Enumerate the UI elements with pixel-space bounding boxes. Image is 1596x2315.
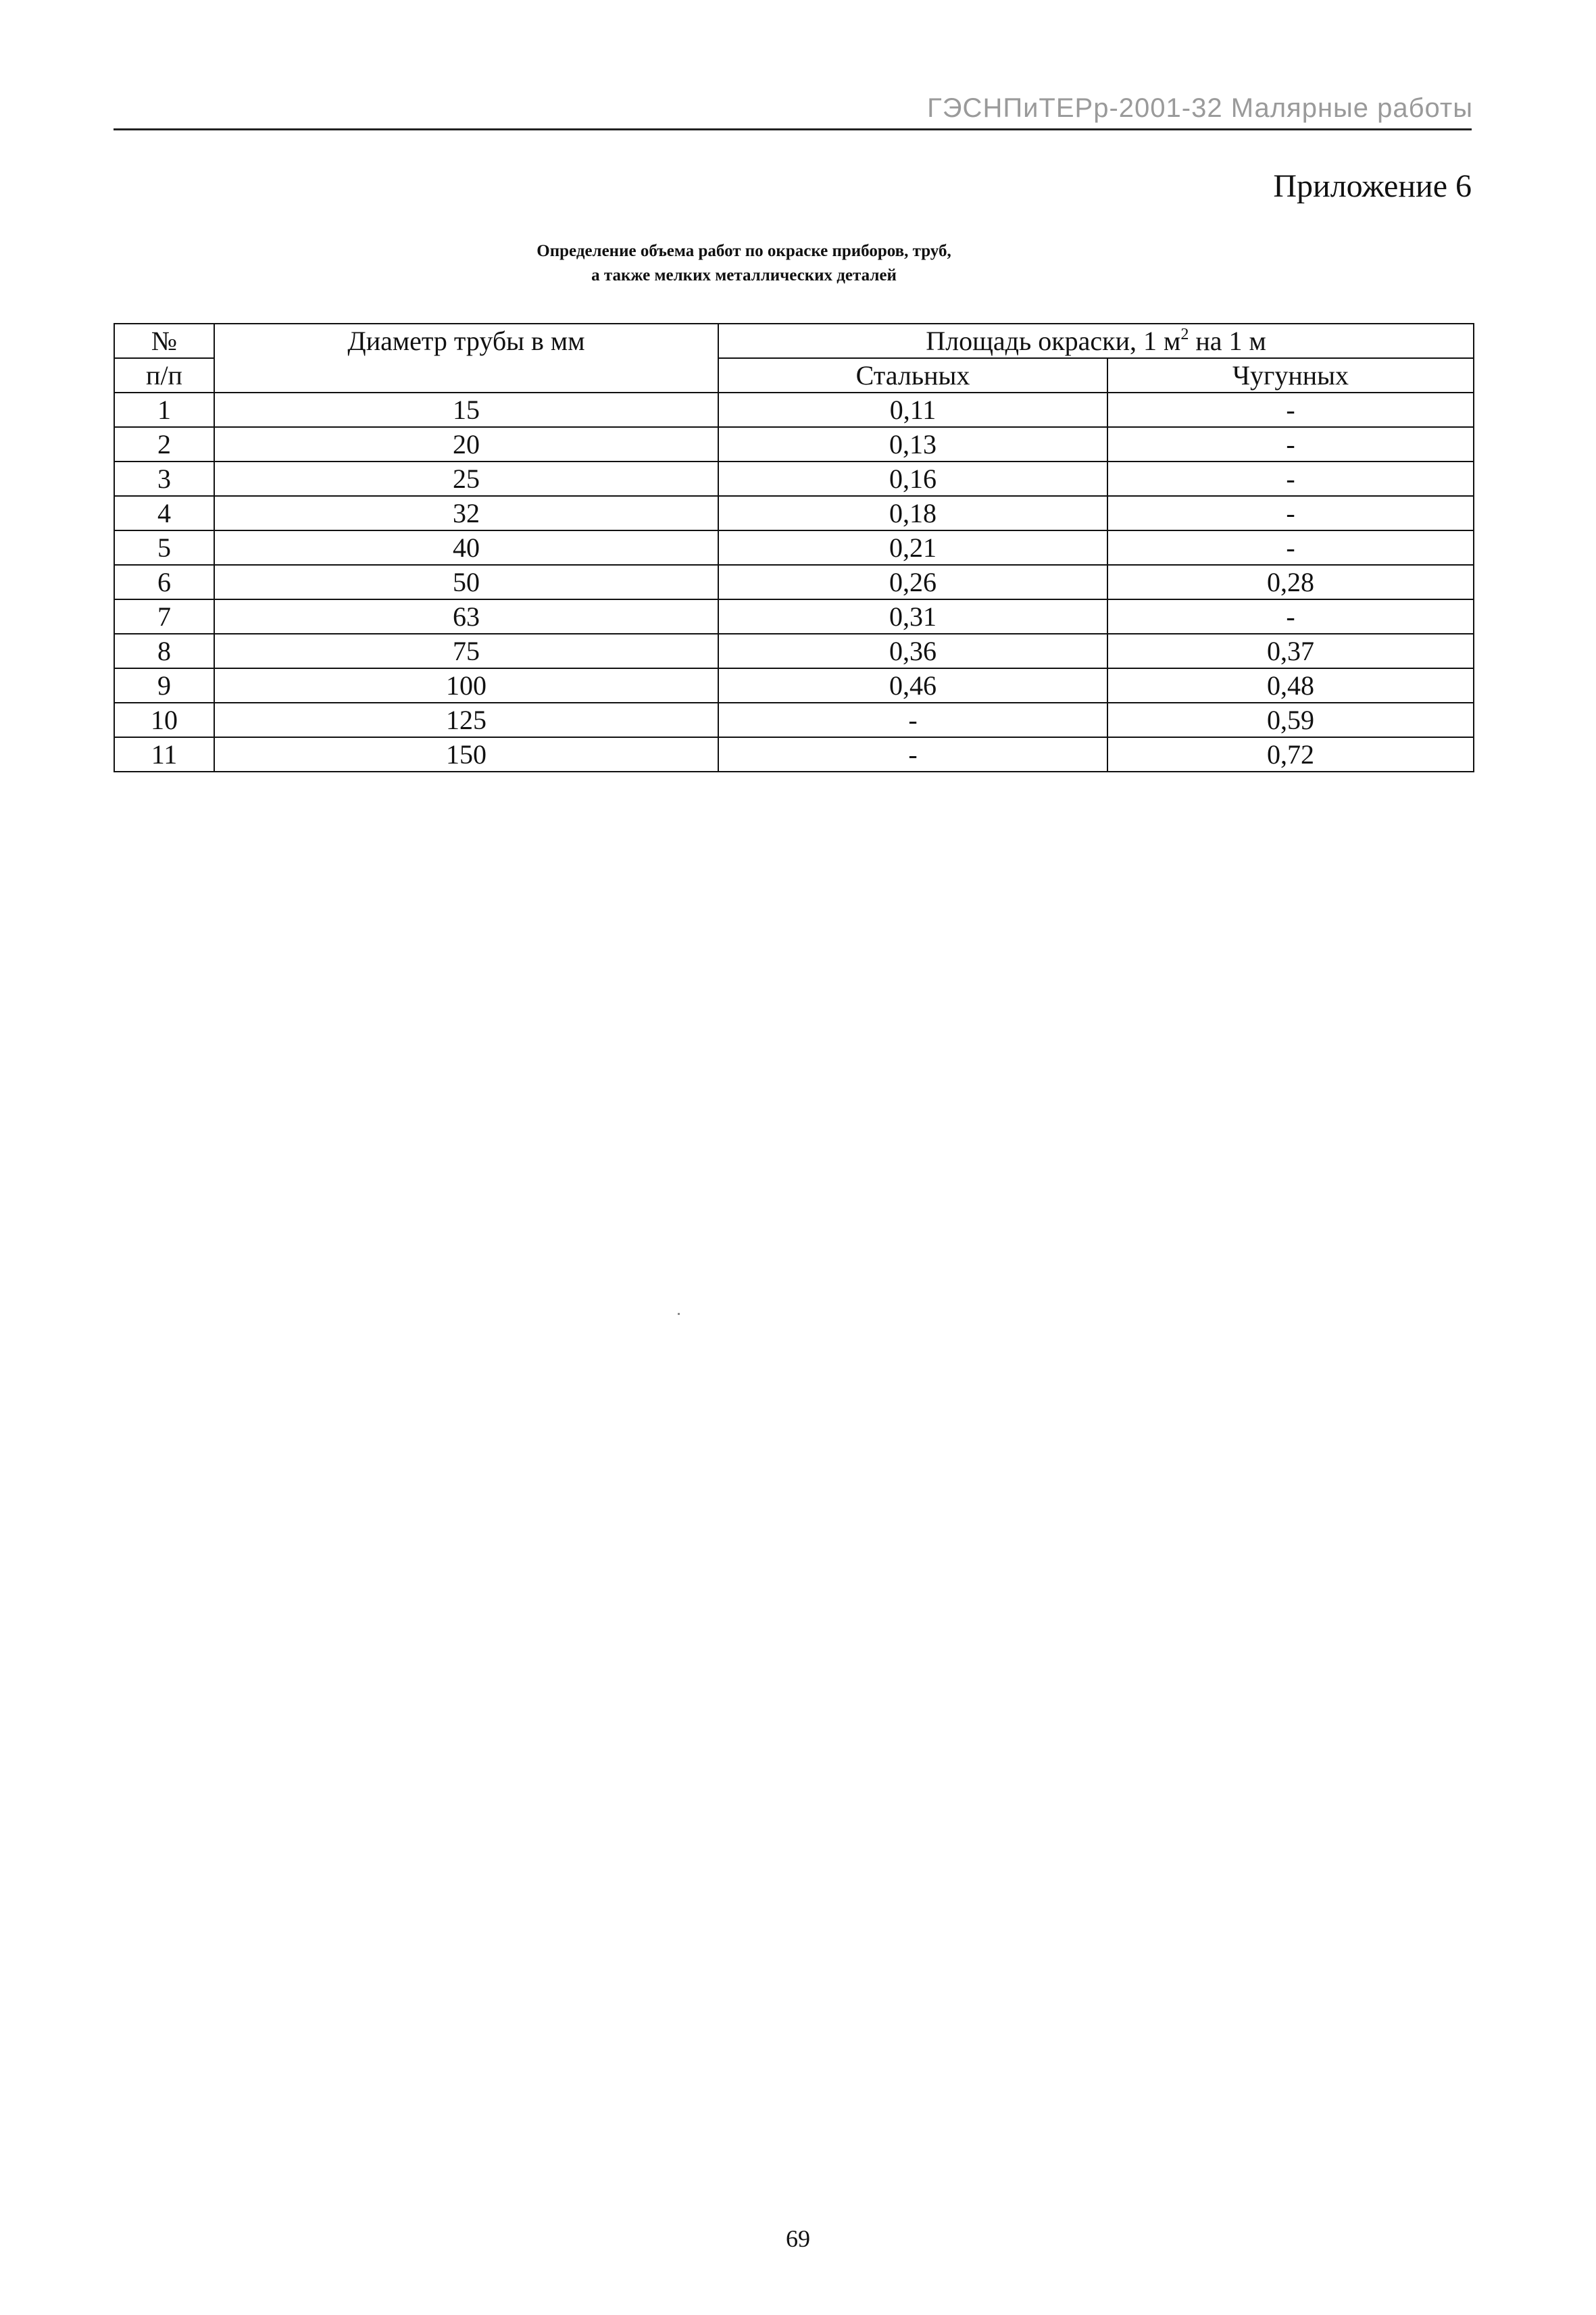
cell-row-number: 9 — [114, 668, 214, 703]
cell-steel-area: 0,13 — [718, 427, 1107, 462]
cell-row-number: 11 — [114, 737, 214, 772]
cell-steel-area: 0,21 — [718, 530, 1107, 565]
document-title-line-2: а также мелких металлических деталей — [591, 266, 897, 284]
header-steel: Стальных — [718, 358, 1107, 393]
cell-row-number: 8 — [114, 634, 214, 668]
cell-diameter: 125 — [214, 703, 718, 737]
cell-diameter: 25 — [214, 462, 718, 496]
cell-row-number: 3 — [114, 462, 214, 496]
cell-steel-area: 0,18 — [718, 496, 1107, 530]
table-row — [114, 496, 1474, 530]
document-title — [0, 239, 1596, 288]
header-area-suffix: на 1 м — [1189, 326, 1266, 356]
header-diameter — [214, 324, 718, 393]
cell-steel-area: 0,36 — [718, 634, 1107, 668]
cell-cast-iron-area: 0,72 — [1107, 737, 1474, 772]
cell-diameter: 63 — [214, 599, 718, 634]
cell-diameter: 15 — [214, 393, 718, 427]
cell-steel-area: - — [718, 737, 1107, 772]
cell-cast-iron-area: 0,59 — [1107, 703, 1474, 737]
header-paint-area — [718, 324, 1474, 358]
running-header: ГЭСНПиТЕРр-2001-32 Малярные работы — [927, 93, 1473, 123]
cell-diameter: 100 — [214, 668, 718, 703]
table-header-row-1 — [114, 324, 1474, 358]
cell-diameter: 50 — [214, 565, 718, 599]
header-no-line-1: № — [114, 324, 214, 358]
appendix-label: Приложение 6 — [1273, 168, 1472, 204]
header-diameter-label: Диаметр трубы в мм — [347, 326, 585, 356]
table-row — [114, 565, 1474, 599]
cell-row-number: 2 — [114, 427, 214, 462]
cell-row-number: 5 — [114, 530, 214, 565]
table-row — [114, 668, 1474, 703]
cell-row-number: 10 — [114, 703, 214, 737]
table-row — [114, 599, 1474, 634]
cell-cast-iron-area: - — [1107, 599, 1474, 634]
cell-steel-area: 0,16 — [718, 462, 1107, 496]
header-area-prefix: Площадь окраски, 1 м — [926, 326, 1181, 356]
cell-diameter: 20 — [214, 427, 718, 462]
cell-diameter: 40 — [214, 530, 718, 565]
cell-steel-area: 0,46 — [718, 668, 1107, 703]
table-row — [114, 737, 1474, 772]
cell-diameter: 32 — [214, 496, 718, 530]
cell-cast-iron-area: 0,48 — [1107, 668, 1474, 703]
cell-cast-iron-area: - — [1107, 530, 1474, 565]
cell-cast-iron-area: - — [1107, 427, 1474, 462]
scan-speck — [678, 1313, 680, 1315]
cell-steel-area: 0,31 — [718, 599, 1107, 634]
cell-row-number: 7 — [114, 599, 214, 634]
cell-row-number: 4 — [114, 496, 214, 530]
cell-cast-iron-area: - — [1107, 393, 1474, 427]
table-row — [114, 634, 1474, 668]
cell-cast-iron-area: - — [1107, 462, 1474, 496]
cell-steel-area: 0,11 — [718, 393, 1107, 427]
cell-cast-iron-area: - — [1107, 496, 1474, 530]
paint-area-table — [114, 323, 1474, 772]
header-area-superscript: 2 — [1180, 326, 1189, 343]
cell-cast-iron-area: 0,37 — [1107, 634, 1474, 668]
table-body — [114, 393, 1474, 772]
header-cast-iron: Чугунных — [1107, 358, 1474, 393]
cell-row-number: 1 — [114, 393, 214, 427]
cell-row-number: 6 — [114, 565, 214, 599]
header-rule — [114, 128, 1472, 130]
table-row — [114, 530, 1474, 565]
table-row — [114, 703, 1474, 737]
table-row — [114, 462, 1474, 496]
table-row — [114, 427, 1474, 462]
cell-steel-area: 0,26 — [718, 565, 1107, 599]
table-row — [114, 393, 1474, 427]
header-no-line-2: п/п — [114, 358, 214, 393]
document-title-line-1: Определение объема работ по окраске приборов, труб, — [537, 242, 951, 260]
cell-diameter: 75 — [214, 634, 718, 668]
page-number: 69 — [786, 2225, 810, 2252]
cell-diameter: 150 — [214, 737, 718, 772]
cell-cast-iron-area: 0,28 — [1107, 565, 1474, 599]
cell-steel-area: - — [718, 703, 1107, 737]
